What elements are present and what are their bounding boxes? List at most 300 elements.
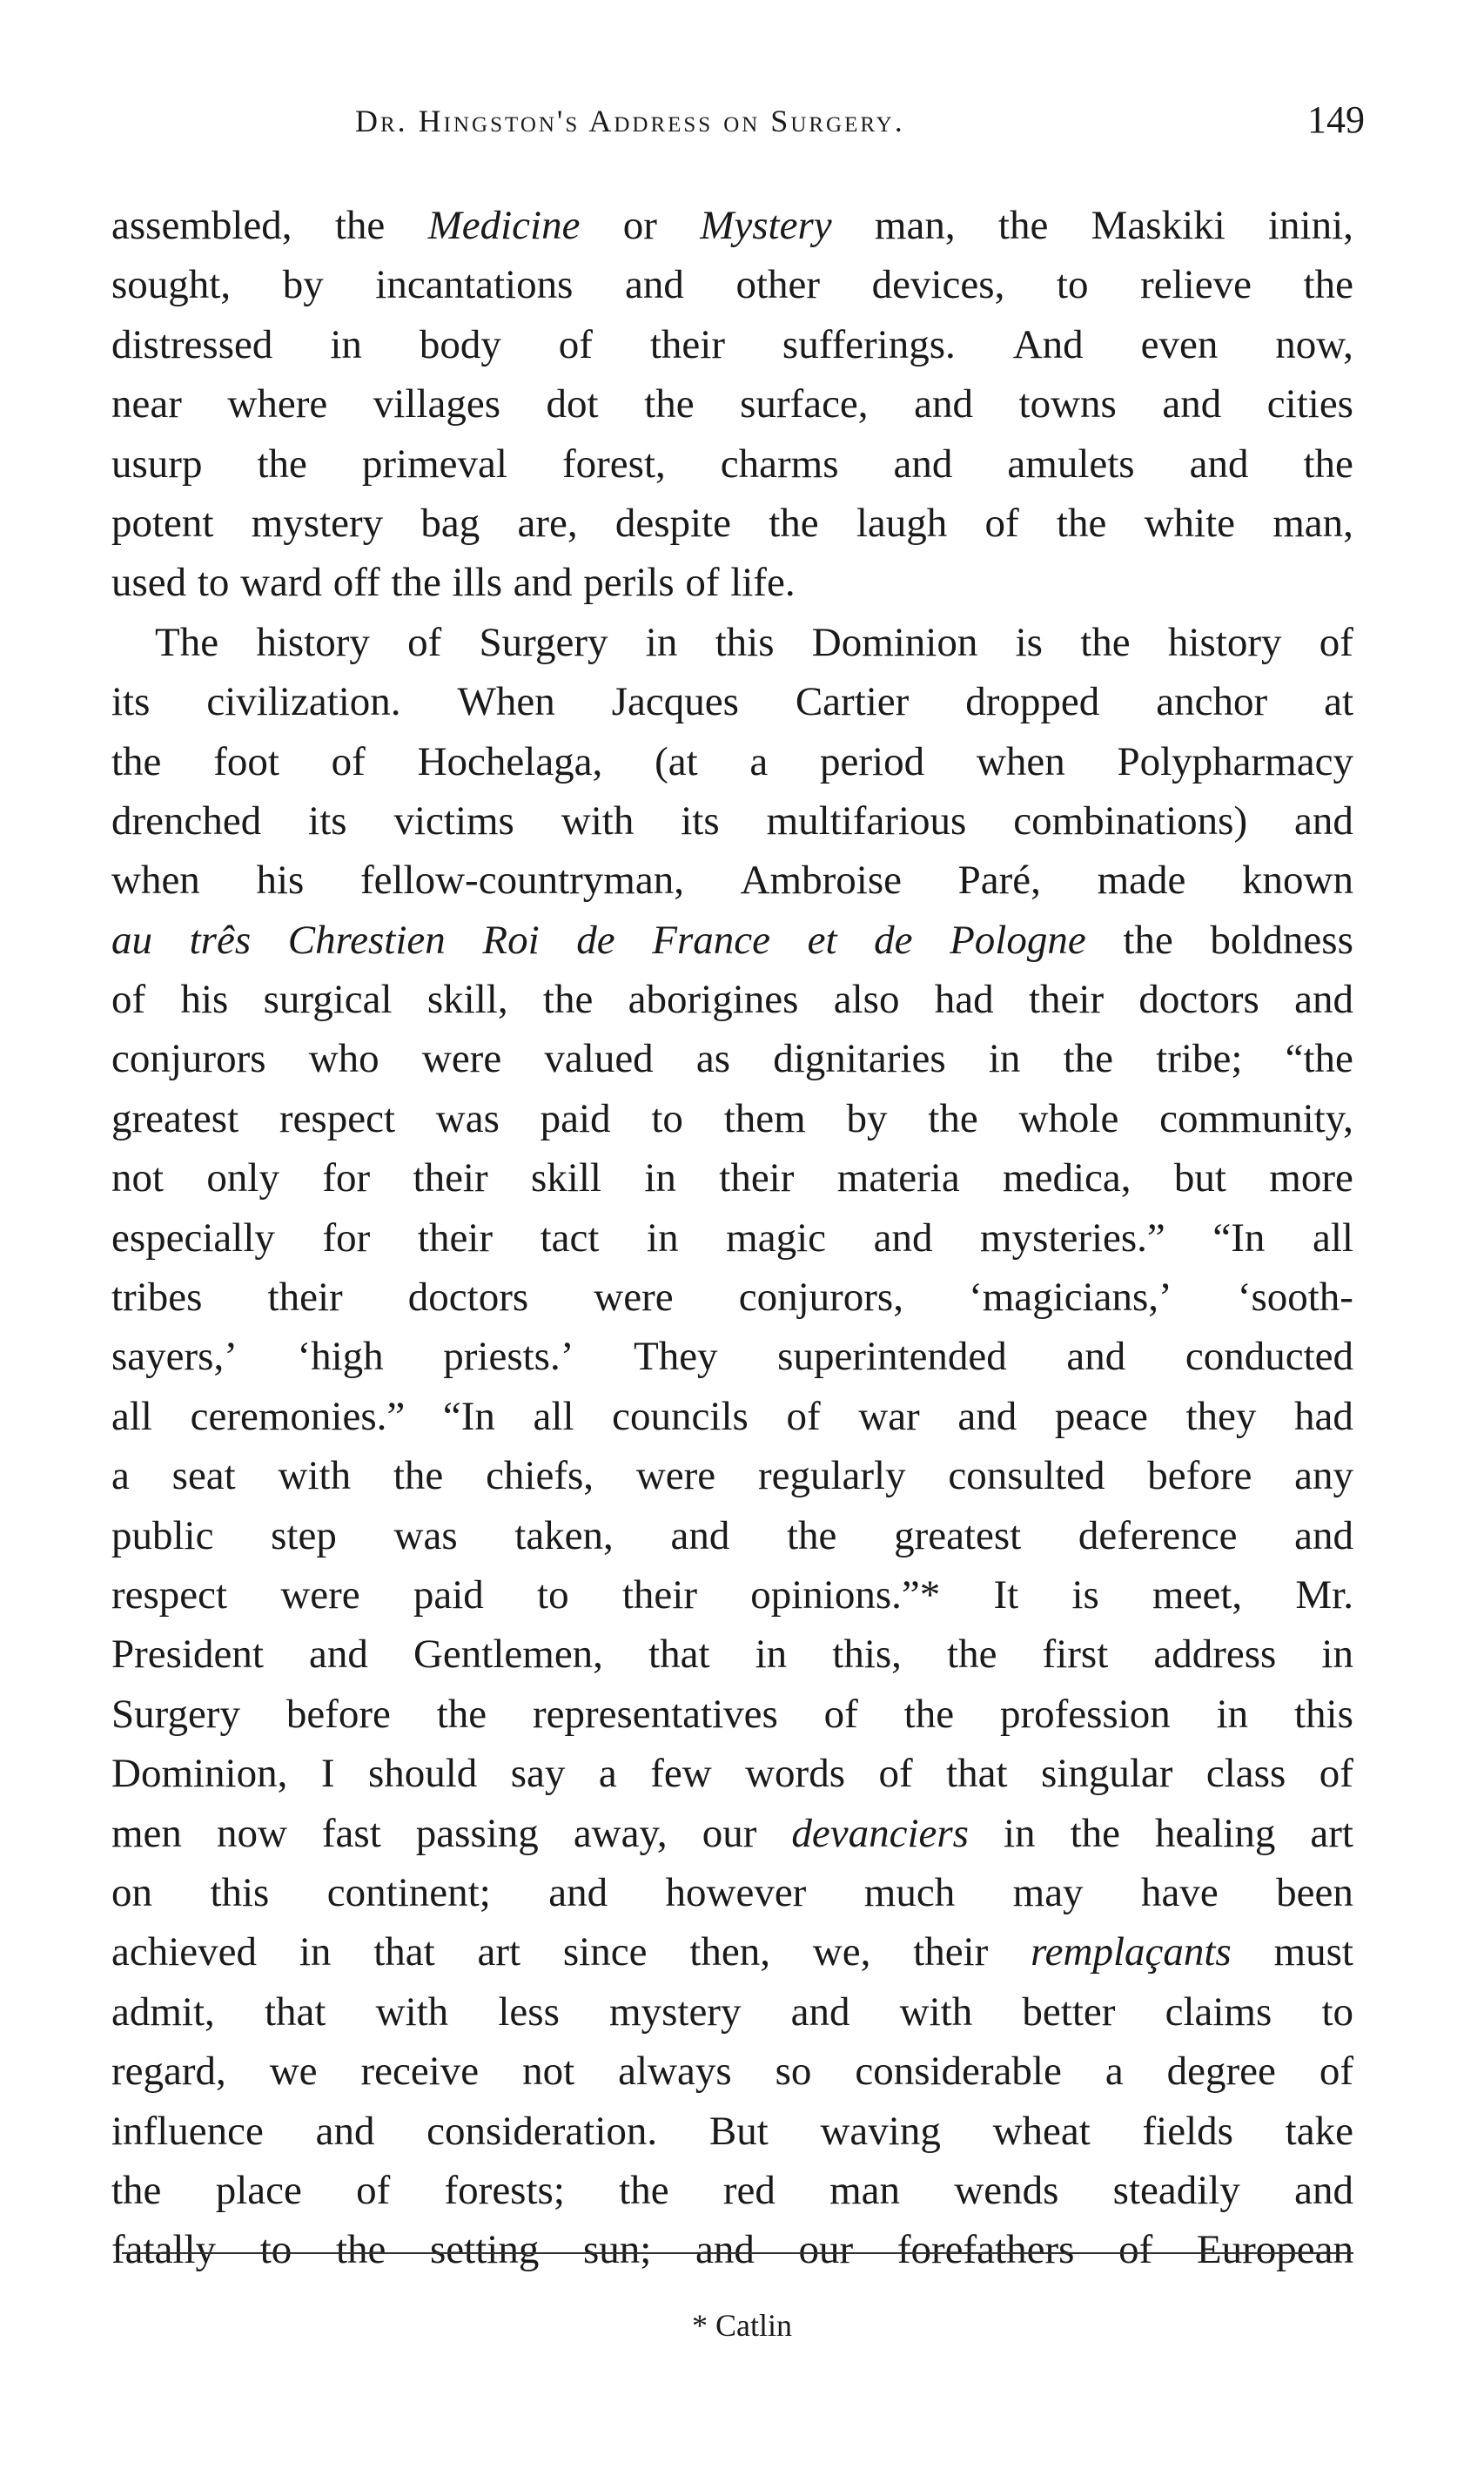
word: “the <box>1285 1036 1353 1082</box>
text-line <box>111 970 1353 1029</box>
word: to <box>259 2227 292 2273</box>
word: regard, <box>111 2049 226 2095</box>
word: waving <box>820 2108 941 2154</box>
word: our <box>702 1810 757 1856</box>
word: and <box>1066 1334 1126 1380</box>
word: mysteries.” <box>980 1214 1165 1261</box>
word: always <box>618 2049 732 2095</box>
word: in <box>1003 1810 1036 1856</box>
word: au <box>111 917 152 963</box>
word: Chrestien <box>287 917 446 963</box>
word: the <box>1303 262 1353 308</box>
word: medica, <box>1003 1155 1131 1201</box>
word: that <box>373 1929 435 1975</box>
word: had <box>1294 1393 1353 1439</box>
word: consulted <box>948 1453 1105 1499</box>
word: regularly <box>757 1453 906 1499</box>
word: were <box>280 1571 360 1618</box>
word: priests.’ <box>443 1334 574 1380</box>
word: chiefs, <box>486 1453 594 1499</box>
word: achieved <box>111 1929 258 1975</box>
word: Roi <box>482 917 540 963</box>
word: say <box>510 1751 566 1797</box>
word: healing <box>1155 1810 1276 1856</box>
word: in <box>645 619 678 665</box>
word: and <box>1189 441 1249 487</box>
text-line <box>111 791 1353 851</box>
word: history <box>256 619 370 665</box>
word: the <box>619 2167 669 2213</box>
word: of <box>356 2167 391 2213</box>
word: Surgery <box>111 1691 240 1737</box>
word: with <box>899 1988 973 2035</box>
word: mystery <box>251 500 384 546</box>
word: was <box>435 1095 500 1141</box>
word: their <box>1028 977 1105 1023</box>
word: towns <box>1018 381 1117 427</box>
word: relieve <box>1140 262 1252 308</box>
word: this <box>715 619 775 665</box>
word: opinions.”* <box>750 1571 941 1618</box>
word: at <box>1324 679 1353 725</box>
word: to <box>1321 1988 1353 2035</box>
word: better <box>1022 1988 1116 2035</box>
text-line <box>111 2042 1353 2101</box>
word: Dominion, <box>111 1751 288 1797</box>
word: singular <box>1041 1751 1173 1797</box>
word: much <box>863 1869 956 1915</box>
word: all <box>111 1393 152 1439</box>
word: inini, <box>1268 203 1353 248</box>
word: the <box>769 500 819 546</box>
word: consideration. <box>426 2108 658 2154</box>
word: man, <box>874 203 956 248</box>
word: And <box>1012 321 1084 367</box>
word: continent; <box>326 1869 491 1915</box>
word: as <box>695 1036 731 1082</box>
word: and <box>548 1869 608 1915</box>
word: not <box>522 2049 575 2095</box>
word: forefathers <box>896 2227 1075 2273</box>
word: forest, <box>561 441 666 487</box>
word: of <box>878 1751 913 1797</box>
word: Paré, <box>957 858 1041 904</box>
word: ward <box>240 560 323 606</box>
word: more <box>1269 1155 1353 1201</box>
word: tribe; <box>1156 1036 1243 1082</box>
word: I <box>320 1751 335 1797</box>
word: ‘sooth- <box>1237 1275 1353 1321</box>
word: victims <box>393 797 514 844</box>
word: Ambroise <box>740 858 902 904</box>
word: remplaçants <box>1031 1929 1232 1975</box>
word: sun; <box>583 2227 652 2273</box>
word: profession <box>999 1691 1171 1737</box>
word: in <box>647 1214 679 1261</box>
text-line <box>111 1208 1353 1268</box>
word: laugh <box>856 500 948 546</box>
word: the <box>1063 1036 1114 1082</box>
word: and <box>1294 797 1353 844</box>
word: ‘high <box>297 1334 384 1380</box>
word: their <box>913 1929 989 1975</box>
word: ‘magicians,’ <box>969 1275 1172 1321</box>
word: doctors <box>1138 977 1259 1023</box>
word: sufferings. <box>782 321 956 367</box>
word: and <box>893 441 953 487</box>
word: considerable <box>855 2049 1062 2095</box>
word: fatally <box>111 2227 217 2273</box>
word: this <box>1294 1691 1353 1737</box>
text-line <box>111 1148 1353 1208</box>
word: a <box>598 1751 617 1797</box>
word: and <box>873 1214 933 1261</box>
word: must <box>1273 1929 1353 1975</box>
running-title: Dr. Hingston's Address on Surgery. <box>355 104 905 138</box>
word: charms <box>720 441 839 487</box>
word: whole <box>1018 1095 1119 1141</box>
word: is <box>1071 1571 1099 1618</box>
text-line <box>111 255 1353 314</box>
text-line <box>111 196 1353 255</box>
word: a <box>749 738 769 784</box>
word: were <box>594 1275 674 1321</box>
word: life. <box>730 560 796 606</box>
word: and <box>513 560 573 606</box>
word: and <box>1162 381 1222 427</box>
word: dot <box>546 381 599 427</box>
word: et <box>807 917 837 963</box>
word: wheat <box>992 2108 1091 2154</box>
word: usurp <box>111 441 203 487</box>
word: boldness <box>1210 917 1353 963</box>
word: European <box>1196 2227 1353 2273</box>
text-line <box>111 1744 1353 1803</box>
word: multifarious <box>766 797 967 844</box>
word: Maskiki <box>1091 203 1225 248</box>
word: their <box>413 1155 488 1201</box>
word: perils <box>583 560 675 606</box>
word: meet, <box>1152 1571 1243 1618</box>
word: skill, <box>426 977 508 1023</box>
word: near <box>111 381 182 427</box>
word: them <box>723 1095 806 1141</box>
word: art <box>477 1929 521 1975</box>
word: and <box>957 1393 1017 1439</box>
word: passing <box>415 1810 539 1856</box>
word: “In <box>1212 1214 1266 1261</box>
word: and <box>670 1512 730 1558</box>
word: also <box>833 977 900 1023</box>
word: the <box>903 1691 955 1737</box>
word: few <box>650 1751 712 1797</box>
word: ceremonies.” <box>190 1393 406 1439</box>
word: history <box>1167 619 1282 665</box>
word: their <box>649 321 725 367</box>
word: When <box>457 679 555 725</box>
word: even <box>1140 321 1219 367</box>
word: drenched <box>111 797 262 844</box>
word: the <box>1303 441 1353 487</box>
text-line <box>111 494 1353 553</box>
word: aborigines <box>628 977 799 1023</box>
word: of <box>331 738 366 784</box>
word: that <box>264 1988 326 2035</box>
word: in <box>988 1036 1021 1082</box>
word: the <box>1080 619 1131 665</box>
word: especially <box>111 1214 275 1261</box>
word: the <box>335 2227 386 2273</box>
word: the <box>644 381 695 427</box>
text-line <box>111 1982 1353 2042</box>
word: made <box>1097 858 1186 904</box>
word: in <box>755 1632 788 1678</box>
word: other <box>735 262 821 308</box>
word: wends <box>954 2167 1059 2213</box>
text-line <box>111 1387 1353 1446</box>
word: class <box>1205 1751 1286 1797</box>
word: their <box>621 1571 697 1618</box>
word: of <box>984 500 1019 546</box>
word: their <box>719 1155 795 1201</box>
word: Pologne <box>950 917 1086 963</box>
word: any <box>1294 1453 1353 1499</box>
word: the <box>542 977 594 1023</box>
word: to <box>1056 262 1089 308</box>
word: first <box>1042 1632 1109 1678</box>
word: address <box>1153 1632 1277 1678</box>
word: dignitaries <box>773 1036 946 1082</box>
word: we <box>269 2049 318 2095</box>
word: before <box>1147 1453 1252 1499</box>
text-line <box>111 1268 1353 1327</box>
word: the <box>1070 1810 1120 1856</box>
text-line <box>111 1804 1353 1863</box>
word: and <box>625 262 684 308</box>
word: men <box>111 1810 182 1856</box>
word: degree <box>1166 2049 1276 2095</box>
word: all <box>1312 1214 1353 1261</box>
word: materia <box>836 1155 960 1201</box>
word: Surgery <box>479 619 608 665</box>
word: were <box>635 1453 716 1499</box>
word: now <box>216 1810 287 1856</box>
word: the <box>997 203 1049 248</box>
word: all <box>533 1393 574 1439</box>
word: de <box>576 917 615 963</box>
word: public <box>111 1512 214 1558</box>
text-line <box>111 1089 1353 1148</box>
word: off <box>332 560 380 606</box>
word: devanciers <box>791 1810 969 1856</box>
footnote: * Catlin <box>692 2308 792 2343</box>
word: Hochelaga, <box>417 738 603 784</box>
word: where <box>227 381 328 427</box>
text-line <box>111 374 1353 434</box>
word: Mr. <box>1295 1571 1353 1618</box>
word: on <box>111 1869 152 1915</box>
word: conjurors, <box>738 1275 903 1321</box>
word: the <box>1056 500 1107 546</box>
word: not <box>111 1155 165 1201</box>
word: fast <box>321 1810 381 1856</box>
word: should <box>367 1751 478 1797</box>
word: Gentlemen, <box>413 1632 603 1678</box>
word: in <box>330 321 362 367</box>
page-number: 149 <box>1307 98 1365 141</box>
body-text <box>111 196 1353 2280</box>
word: before <box>285 1691 391 1737</box>
word: the <box>334 203 386 248</box>
word: Dominion <box>811 619 978 665</box>
word: been <box>1276 1869 1353 1915</box>
word: and <box>1294 977 1353 1023</box>
word: so <box>775 2049 812 2095</box>
word: and <box>309 1632 368 1678</box>
word: this, <box>832 1632 902 1678</box>
word: to <box>537 1571 569 1618</box>
word: man <box>829 2167 901 2213</box>
word: fields <box>1142 2108 1233 2154</box>
word: when <box>976 738 1065 784</box>
word: admit, <box>111 1988 215 2035</box>
word: claims <box>1165 1988 1272 2035</box>
word: But <box>708 2108 769 2154</box>
word: potent <box>111 500 214 546</box>
word: away, <box>573 1810 668 1856</box>
word: the <box>786 1512 837 1558</box>
word: “In <box>442 1393 495 1439</box>
footnote-rule <box>122 2252 1353 2254</box>
word: ills <box>452 560 502 606</box>
word: in <box>1216 1691 1249 1737</box>
text-line <box>111 315 1353 374</box>
word: the <box>111 2167 162 2213</box>
running-head <box>122 98 1366 150</box>
word: and <box>1294 2167 1353 2213</box>
word: setting <box>430 2227 540 2273</box>
word: foot <box>213 738 279 784</box>
word: by <box>282 262 324 308</box>
word: assembled, <box>111 203 292 248</box>
word: in <box>299 1929 332 1975</box>
text-line <box>111 613 1353 672</box>
word: incantations <box>375 262 574 308</box>
word: the <box>1123 917 1173 963</box>
word: by <box>846 1095 888 1141</box>
word: for <box>322 1155 371 1201</box>
word: known <box>1242 858 1353 904</box>
word: Polypharmacy <box>1117 738 1353 784</box>
word: the <box>257 441 307 487</box>
word: but <box>1173 1155 1226 1201</box>
word: they <box>1185 1393 1257 1439</box>
text-line <box>111 2220 1353 2279</box>
text-line <box>111 1625 1353 1684</box>
word: his <box>256 858 305 904</box>
text-line <box>111 672 1353 731</box>
word: a <box>1105 2049 1124 2095</box>
word: with <box>278 1453 352 1499</box>
word: the <box>111 738 162 784</box>
word: or <box>622 203 657 248</box>
word: for <box>322 1214 371 1261</box>
word: of <box>1118 2227 1153 2273</box>
word: however <box>665 1869 807 1915</box>
word: had <box>934 977 994 1023</box>
word: who <box>308 1036 379 1082</box>
text-line <box>111 1327 1353 1386</box>
word: primeval <box>361 441 507 487</box>
text-line <box>111 851 1353 910</box>
word: mystery <box>609 1988 742 2035</box>
word: skill <box>531 1155 601 1201</box>
word: surgical <box>263 977 393 1023</box>
word: his <box>180 977 229 1023</box>
word: conjurors <box>111 1036 266 1082</box>
word: taken, <box>514 1512 614 1558</box>
word: combinations) <box>1013 797 1248 844</box>
word: of <box>823 1691 858 1737</box>
word: and <box>1294 1512 1353 1558</box>
word: It <box>993 1571 1019 1618</box>
word: valued <box>544 1036 654 1082</box>
word: less <box>498 1988 560 2035</box>
word: the <box>928 1095 978 1141</box>
word: place <box>215 2167 302 2213</box>
word: a <box>111 1453 130 1499</box>
word: may <box>1012 1869 1084 1915</box>
word: and <box>914 381 973 427</box>
word: the <box>393 1453 444 1499</box>
word: in <box>1321 1632 1353 1678</box>
word: bag <box>420 500 480 546</box>
text-line <box>111 911 1353 970</box>
word: Jacques <box>611 679 739 725</box>
word: now, <box>1275 321 1353 367</box>
word: greatest <box>111 1095 239 1141</box>
word: dropped <box>965 679 1100 725</box>
word: Mystery <box>700 203 832 248</box>
word: body <box>419 321 501 367</box>
word: its <box>111 679 151 725</box>
word: of <box>407 619 442 665</box>
word: to <box>197 560 230 606</box>
word: greatest <box>894 1512 1022 1558</box>
word: representatives <box>532 1691 778 1737</box>
word: tact <box>540 1214 600 1261</box>
word: respect <box>111 1571 228 1618</box>
word: step <box>271 1512 337 1558</box>
word: of <box>685 560 720 606</box>
word: respect <box>279 1095 396 1141</box>
word: its <box>308 797 347 844</box>
text-line <box>111 1565 1353 1625</box>
word: The <box>155 619 219 665</box>
text-line <box>111 1863 1353 1922</box>
text-line <box>111 434 1353 494</box>
word: Medicine <box>427 203 581 248</box>
word: distressed <box>111 321 273 367</box>
word: then, <box>689 1929 770 1975</box>
word: forests; <box>444 2167 565 2213</box>
word: devices, <box>871 262 1005 308</box>
word: despite <box>614 500 731 546</box>
word: man, <box>1272 500 1353 546</box>
word: of <box>558 321 593 367</box>
word: de <box>874 917 913 963</box>
text-line <box>111 2161 1353 2220</box>
